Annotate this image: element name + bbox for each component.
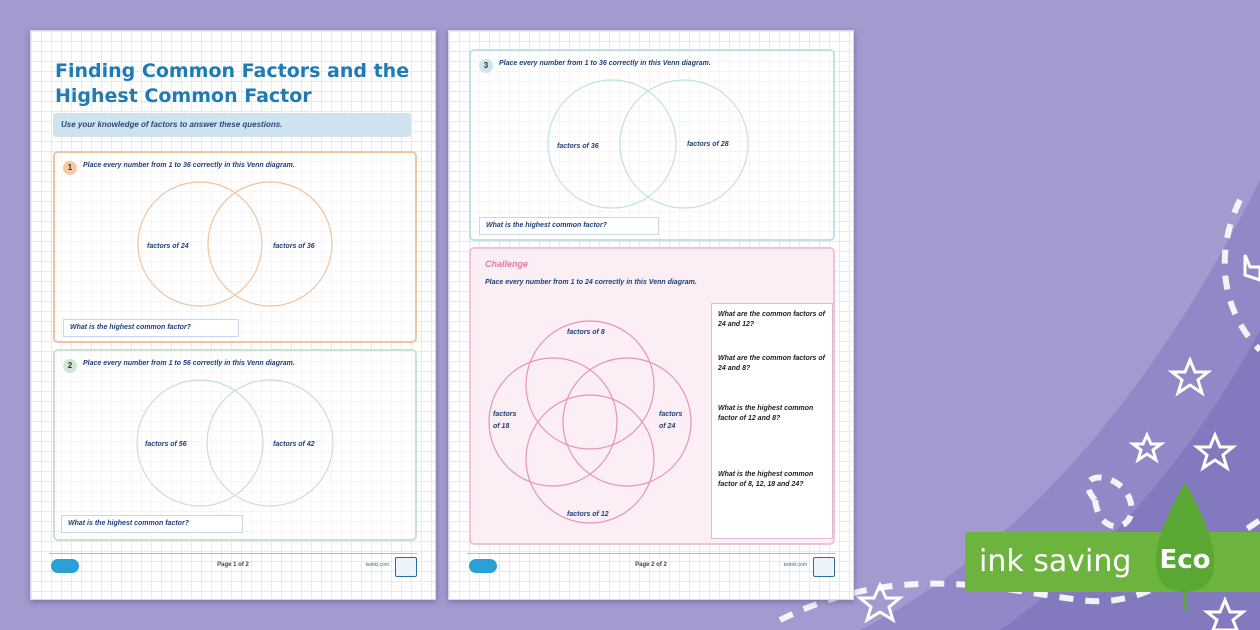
venn-right-label: factors of 42: [273, 441, 315, 448]
challenge-questions-panel: [711, 303, 833, 539]
answer-field[interactable]: What is the highest common factor?: [61, 515, 243, 533]
twinkl-logo-icon: [51, 559, 79, 573]
answer-field[interactable]: What is the highest common factor?: [63, 319, 239, 337]
side-question: What is the highest common factor of 8, 12, 18 and 24?: [718, 471, 814, 488]
ink-saving-text: ink saving: [979, 544, 1132, 579]
venn-right-label: factors of 24: [659, 411, 683, 430]
question-3-box: [469, 49, 835, 241]
venn-left-label: factors of 56: [145, 441, 187, 448]
question-instruction: Place every number from 1 to 56 correctly in this Venn diagram.: [83, 360, 295, 367]
challenge-title: Challenge: [485, 259, 529, 269]
page-footer: [467, 553, 835, 581]
page-number: Page 1 of 2: [217, 562, 249, 568]
intro-banner: Use your knowledge of factors to answer these questions.: [53, 113, 411, 137]
page-number: Page 2 of 2: [635, 562, 667, 568]
badge-icon: [395, 557, 417, 577]
question-instruction: Place every number from 1 to 36 correctly in this Venn diagram.: [83, 162, 295, 169]
venn-left-label: factors of 24: [147, 243, 189, 250]
question-number: 1: [63, 161, 77, 175]
worksheet-page-2: [448, 30, 854, 600]
question-number: 3: [479, 59, 493, 73]
challenge-instruction: Place every number from 1 to 24 correctly in this Venn diagram.: [485, 279, 697, 286]
challenge-box: [469, 247, 835, 545]
question-instruction: Place every number from 1 to 36 correctly in this Venn diagram.: [499, 60, 711, 67]
footer-site: twinkl.com: [783, 562, 807, 568]
page-title: Finding Common Factors and the Highest Common Factor: [55, 60, 410, 107]
twinkl-logo-icon: [469, 559, 497, 573]
venn-bottom-label: factors of 12: [567, 511, 609, 518]
venn-right-label: factors of 36: [273, 243, 315, 250]
badge-icon: [813, 557, 835, 577]
question-2-box: [53, 349, 417, 541]
page-footer: [49, 553, 417, 581]
question-number: 2: [63, 359, 77, 373]
venn-right-label: factors of 28: [687, 141, 729, 148]
venn-top-label: factors of 8: [567, 329, 605, 336]
answer-field[interactable]: What is the highest common factor?: [479, 217, 659, 235]
worksheet-page-1: [30, 30, 436, 600]
question-1-box: [53, 151, 417, 343]
side-question: What are the common factors of 24 and 8?: [718, 355, 825, 372]
venn-left-label: factors of 18: [493, 411, 517, 430]
venn-left-label: factors of 36: [557, 143, 599, 150]
footer-site: twinkl.com: [365, 562, 389, 568]
eco-badge: Eco: [1159, 545, 1211, 575]
side-question: What is the highest common factor of 12 and 8?: [718, 405, 814, 422]
side-question: What are the common factors of 24 and 12?: [718, 311, 825, 328]
